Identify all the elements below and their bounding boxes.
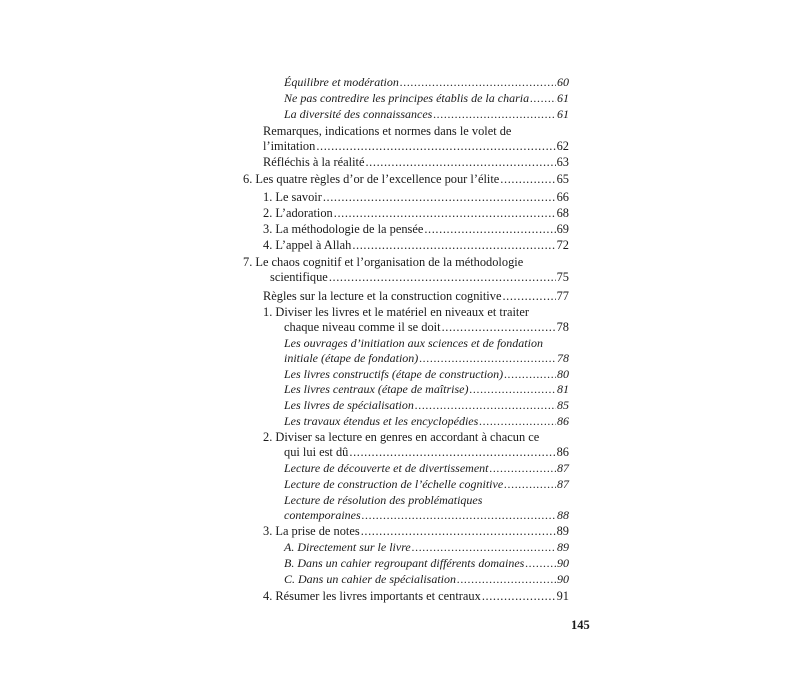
toc-entry: [284, 382, 569, 397]
toc-entry-page: 61: [557, 107, 569, 121]
toc-entry: [243, 172, 569, 187]
dot-leader: [489, 461, 556, 476]
toc-entry-page: 78: [557, 351, 569, 366]
dot-leader: [442, 320, 556, 335]
toc-entry: [263, 430, 569, 460]
toc-entry-row: [284, 556, 569, 571]
toc-entry-row: [284, 382, 569, 397]
toc-entry-page: 78: [556, 320, 569, 335]
toc-entry-row: [263, 524, 569, 539]
dot-leader: [400, 75, 556, 90]
toc-entry-page: 77: [556, 289, 569, 303]
toc-entry-row: [284, 540, 569, 555]
toc-entry-title: C. Dans un cahier de spécialisation: [284, 572, 456, 586]
toc-entry: [263, 524, 569, 539]
toc-entry-page: 66: [556, 190, 569, 204]
toc-entry-row: [243, 270, 569, 285]
toc-entry-row: [284, 91, 569, 106]
toc-entry-title: Équilibre et modération: [284, 75, 399, 89]
dot-leader: [457, 572, 556, 587]
toc-entry: [284, 493, 569, 523]
toc-entry: [263, 289, 569, 304]
toc-entry-title: chaque niveau comme il se doit: [284, 320, 441, 335]
dot-leader: [365, 155, 555, 170]
dot-leader: [419, 351, 556, 366]
toc-entry-title: 6. Les quatre règles d’or de l’excellence pour l’élite: [243, 172, 500, 186]
toc-entry-row: [263, 320, 569, 335]
toc-entry-title: initiale (étape de fondation): [284, 351, 419, 366]
dot-leader: [361, 524, 556, 539]
toc-entry: [263, 155, 569, 170]
toc-entry: [263, 589, 569, 604]
toc-entry-page: 65: [556, 172, 569, 186]
toc-entry-title: Réfléchis à la réalité: [263, 155, 365, 169]
toc-entry-page: 68: [556, 206, 569, 220]
toc-entry-title: 3. La prise de notes: [263, 524, 360, 538]
toc-entry: [263, 206, 569, 221]
toc-entry-row: [284, 398, 569, 413]
toc-entry-title: contemporaines: [284, 508, 361, 523]
dot-leader: [415, 398, 556, 413]
dot-leader: [504, 367, 556, 382]
toc-entry: [284, 107, 569, 122]
toc-entry: [263, 305, 569, 335]
toc-entry-row: [243, 172, 569, 187]
toc-entry-page: 62: [556, 139, 569, 154]
toc-entry: [284, 398, 569, 413]
toc-entry-title: Lecture de découverte et de divertissement: [284, 461, 489, 475]
dot-leader: [362, 508, 556, 523]
toc-entry: [263, 238, 569, 253]
toc-entry-title: 4. L’appel à Allah: [263, 238, 352, 252]
toc-entry-page: 89: [557, 540, 569, 554]
dot-leader: [352, 238, 555, 253]
toc-entry-page: 63: [556, 155, 569, 169]
toc-entry-page: 61: [557, 91, 569, 105]
toc-entry-title: Les livres constructifs (étape de construction): [284, 367, 504, 381]
toc-entry: [284, 414, 569, 429]
dot-leader: [479, 414, 556, 429]
toc-entry-row: [263, 589, 569, 604]
toc-entry: [263, 190, 569, 205]
dot-leader: [334, 206, 556, 221]
toc-entry-row: [263, 206, 569, 221]
toc-entry-row: [284, 461, 569, 476]
toc-entry: [284, 572, 569, 587]
toc-entry-title: Ne pas contredire les principes établis de la charia: [284, 91, 530, 105]
toc-entry-title-line: Les ouvrages d’initiation aux sciences et de fondation: [284, 336, 543, 350]
toc-entry: [284, 75, 569, 90]
toc-entry: [263, 124, 569, 154]
dot-leader: [349, 445, 555, 460]
dot-leader: [329, 270, 556, 285]
toc-entry-page: 87: [557, 461, 569, 475]
toc-entry-page: 87: [557, 477, 569, 491]
toc-entry-page: 89: [556, 524, 569, 538]
toc-entry-title: scientifique: [270, 270, 328, 285]
toc-entry: [284, 540, 569, 555]
toc-entry-row: [284, 572, 569, 587]
toc-entry-row: [263, 190, 569, 205]
toc-entry-page: 88: [557, 508, 569, 523]
dot-leader: [433, 107, 556, 122]
toc-entry-page: 81: [557, 382, 569, 396]
toc-entry-page: 75: [556, 270, 569, 285]
toc-entry-page: 86: [557, 414, 569, 428]
toc-entry-row: [284, 414, 569, 429]
toc-entry-title-line: 7. Le chaos cognitif et l’organisation de la méthodologie: [243, 255, 524, 269]
toc-entry-title-line: Lecture de résolution des problématiques: [284, 493, 483, 507]
toc-entry: [263, 222, 569, 237]
toc-entry-row: [284, 351, 569, 366]
toc-entry: [243, 255, 569, 285]
toc-entry-title: 1. Le savoir: [263, 190, 322, 204]
toc-entry-page: 90: [557, 556, 569, 570]
toc-entry: [284, 461, 569, 476]
dot-leader: [470, 382, 556, 397]
toc-entry-page: 72: [556, 238, 569, 252]
toc-entry-title: Les livres de spécialisation: [284, 398, 414, 412]
dot-leader: [323, 190, 556, 205]
toc-entry-page: 80: [557, 367, 569, 381]
toc-entry-title: l’imitation: [263, 139, 316, 154]
page-number: 145: [571, 618, 590, 632]
toc-entry-page: 60: [557, 75, 569, 89]
toc-entry-page: 69: [556, 222, 569, 236]
toc-entry: [284, 336, 569, 366]
toc-entry-title: Les livres centraux (étape de maîtrise): [284, 382, 469, 396]
toc-entry-row: [263, 139, 569, 154]
toc-entry-row: [263, 155, 569, 170]
toc-entry-row: [263, 445, 569, 460]
dot-leader: [316, 139, 555, 154]
toc-entry-page: 86: [556, 445, 569, 460]
toc-entry-title: B. Dans un cahier regroupant différents domaines: [284, 556, 525, 570]
dot-leader: [530, 91, 556, 106]
toc-entry-title: Lecture de construction de l’échelle cognitive: [284, 477, 504, 491]
dot-leader: [502, 289, 555, 304]
dot-leader: [500, 172, 555, 187]
toc-entry-row: [284, 477, 569, 492]
toc-entry: [284, 477, 569, 492]
dot-leader: [504, 477, 556, 492]
toc-entry-title-line: Remarques, indications et normes dans le volet de: [263, 124, 512, 138]
toc-entry-row: [263, 289, 569, 304]
toc-entry-row: [284, 75, 569, 90]
toc-entry-title-line: 2. Diviser sa lecture en genres en accordant à chacun ce: [263, 430, 540, 444]
toc-entry-title: 4. Résumer les livres importants et centraux: [263, 589, 481, 603]
toc-entry-page: 91: [556, 589, 569, 603]
dot-leader: [424, 222, 555, 237]
toc-entry-title: Les travaux étendus et les encyclopédies: [284, 414, 479, 428]
toc-entry-title: qui lui est dû: [284, 445, 349, 460]
dot-leader: [525, 556, 556, 571]
dot-leader: [412, 540, 556, 555]
toc-entry: [284, 556, 569, 571]
toc-entry: [284, 367, 569, 382]
toc-entry-page: 90: [557, 572, 569, 586]
toc-entry-title: La diversité des connaissances: [284, 107, 433, 121]
toc-entry-title: 2. L’adoration: [263, 206, 333, 220]
toc-entry-page: 85: [557, 398, 569, 412]
toc-entry-row: [284, 107, 569, 122]
toc-entry: [284, 91, 569, 106]
toc-entry-title: A. Directement sur le livre: [284, 540, 411, 554]
toc-entry-row: [263, 238, 569, 253]
toc-entry-row: [284, 508, 569, 523]
toc-entry-row: [263, 222, 569, 237]
toc-entry-row: [284, 367, 569, 382]
toc-entry-title: Règles sur la lecture et la construction cognitive: [263, 289, 502, 303]
dot-leader: [482, 589, 556, 604]
toc-entry-title: 3. La méthodologie de la pensée: [263, 222, 424, 236]
toc-entry-title-line: 1. Diviser les livres et le matériel en niveaux et traiter: [263, 305, 529, 319]
